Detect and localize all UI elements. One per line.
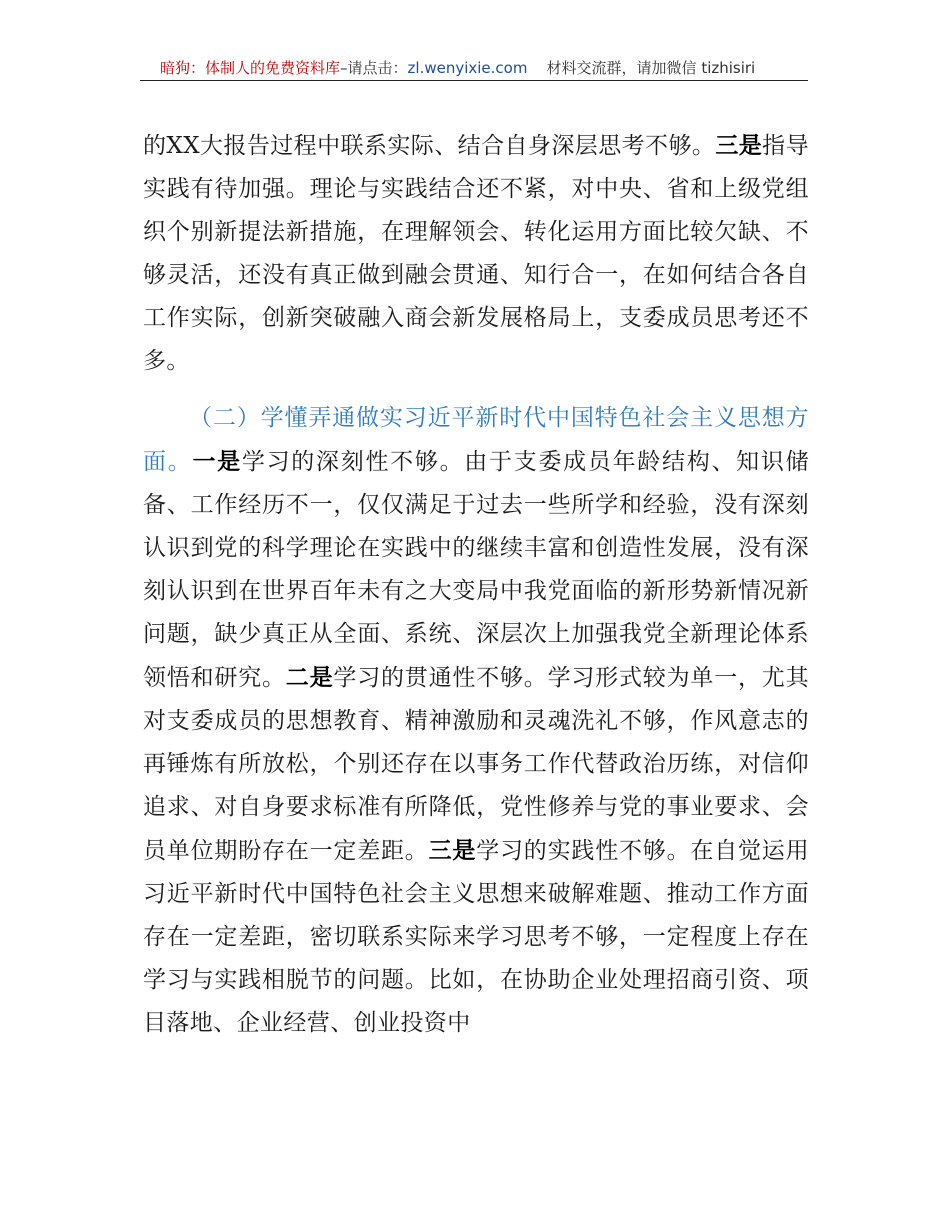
header-spacer [527, 59, 546, 77]
page-header [160, 56, 810, 80]
paragraph-2-text-3: 学习的实践性不够。在自觉运用习近平新时代中国特色社会主义思想来破解难题、推动工作方面存在一定差距，密切联系实际来学习思考不够，一定程度上存在学习与实践相脱节的问题。比如，在协助企业处理招商引资、项目落地、企业经营、创业投资中 [143, 838, 809, 1036]
paragraph-2 [143, 397, 809, 1045]
header-divider [140, 80, 808, 81]
paragraph-2-text-2: 学习的贯通性不够。学习形式较为单一，尤其对支委成员的思想教育、精神激励和灵魂洗礼不够，作风意志的再锤炼有所放松，个别还存在以事务工作代替政治历练，对信仰追求、对自身要求标准有所降低，党性修养与党的事业要求、会员单位期盼存在一定差距。 [143, 665, 809, 864]
paragraph-2-text-1: 学习的深刻性不够。由于支委成员年龄结构、知识储备、工作经历不一，仅仅满足于过去一些所学和经验，没有深刻认识到党的科学理论在实践中的继续丰富和创造性发展，没有深刻认识到在世界百年未有之大变局中我党面临的新形势新情况新问题，缺少真正从全面、系统、深层次上加强我党全新理论体系领悟和研究。 [143, 449, 809, 691]
paragraph-2-lead-3: 三是 [428, 837, 477, 864]
paragraph-1-text-a: 的XX大报告过程中联系实际、结合自身深层思考不够。 [143, 133, 716, 159]
paragraph-1-lead-3: 三是 [715, 132, 763, 159]
paragraph-2-lead-1: 一是 [192, 448, 242, 475]
document-body [143, 124, 809, 1045]
section-heading: （二）学懂弄通做实习近平新时代中国特色社会主义思想方面。 [143, 405, 809, 475]
header-site-name: 暗狗：体制人的免费资料库 [160, 59, 341, 77]
paragraph-1 [143, 124, 809, 383]
header-contact: 材料交流群，请加微信 tizhisiri [546, 59, 756, 77]
paragraph-2-lead-2: 二是 [285, 664, 334, 691]
header-url-link[interactable]: zl.wenyixie.com [407, 59, 528, 77]
header-click-prompt: –请点击： [340, 59, 408, 77]
paragraph-1-text-b: 指导实践有待加强。理论与实践结合还不紧，对中央、省和上级党组织个别新提法新措施，在理解领会、转化运用方面比较欠缺、不够灵活，还没有真正做到融会贯通、知行合一，在如何结合各自工作实际，创新突破融入商会新发展格局上，支委成员思考还不多。 [143, 133, 809, 374]
